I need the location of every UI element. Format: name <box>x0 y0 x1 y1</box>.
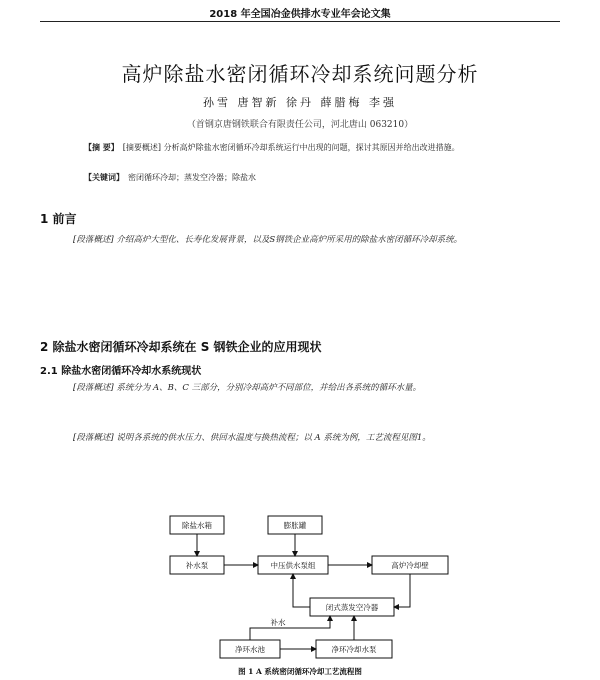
section-2-heading: 2 除盐水密闭循环冷却系统在 S 钢铁企业的应用现状 <box>40 340 322 354</box>
abstract-summary: [摘要概述] 分析高炉除盐水密闭循环冷却系统运行中出现的问题，探讨其原因并给出改进措施。 <box>122 143 460 152</box>
circulating-pump-label: 净环冷却水泵 <box>331 645 377 654</box>
abstract <box>84 140 524 155</box>
section-2-1-summary-1: [段落概述] 系统分为 A、B、C 三部分，分别冷却高炉不同部位，并给出各系统的循环水量。 <box>73 383 422 393</box>
section-2-1-summary-2: [段落概述] 说明各系统的供水压力、供回水温度与换热流程；以 A 系统为例，工艺流程见图1。 <box>73 433 431 443</box>
makeup-water-label: 补水 <box>270 618 286 627</box>
section-2-1-heading: 2.1 除盐水密闭循环冷却水系统现状 <box>40 366 202 377</box>
paper-title: 高炉除盐水密闭循环冷却系统问题分析 <box>121 62 479 86</box>
abstract-label: 【摘 要】 <box>84 142 119 152</box>
mid-pressure-pump-group-label: 中压供水泵组 <box>270 561 316 570</box>
desalted-water-tank-label: 除盐水箱 <box>182 521 212 530</box>
process-flow-diagram <box>160 508 460 660</box>
paper-affiliation: （首钢京唐钢铁联合有限责任公司，河北唐山 063210） <box>186 120 414 130</box>
evaporative-air-cooler-label: 闭式蒸发空冷器 <box>325 603 379 612</box>
expansion-tank-label: 膨胀罐 <box>283 521 307 530</box>
figure-caption: 图 1 A 系统密闭循环冷却工艺流程图 <box>238 667 362 676</box>
paper-authors: 孙雪 唐智新 徐丹 薛腊梅 李强 <box>203 96 397 109</box>
keywords <box>84 170 524 185</box>
running-header: 2018 年全国冶金供排水专业年会论文集 <box>209 9 391 20</box>
keywords-label: 【关键词】 <box>84 172 124 182</box>
keywords-text: 密闭循环冷却；蒸发空冷器；除盐水 <box>128 173 256 182</box>
makeup-pump-label: 补水泵 <box>185 561 209 570</box>
section-1-summary: [段落概述] 介绍高炉大型化、长寿化发展背景，以及S钢铁企业高炉所采用的除盐水密闭循环冷却系统。 <box>73 235 463 245</box>
circulating-pool-label: 净环水池 <box>235 645 265 654</box>
header-divider <box>40 21 560 22</box>
cooling-wall-label: 高炉冷却壁 <box>391 561 429 570</box>
section-1-heading: 1 前言 <box>40 212 77 226</box>
